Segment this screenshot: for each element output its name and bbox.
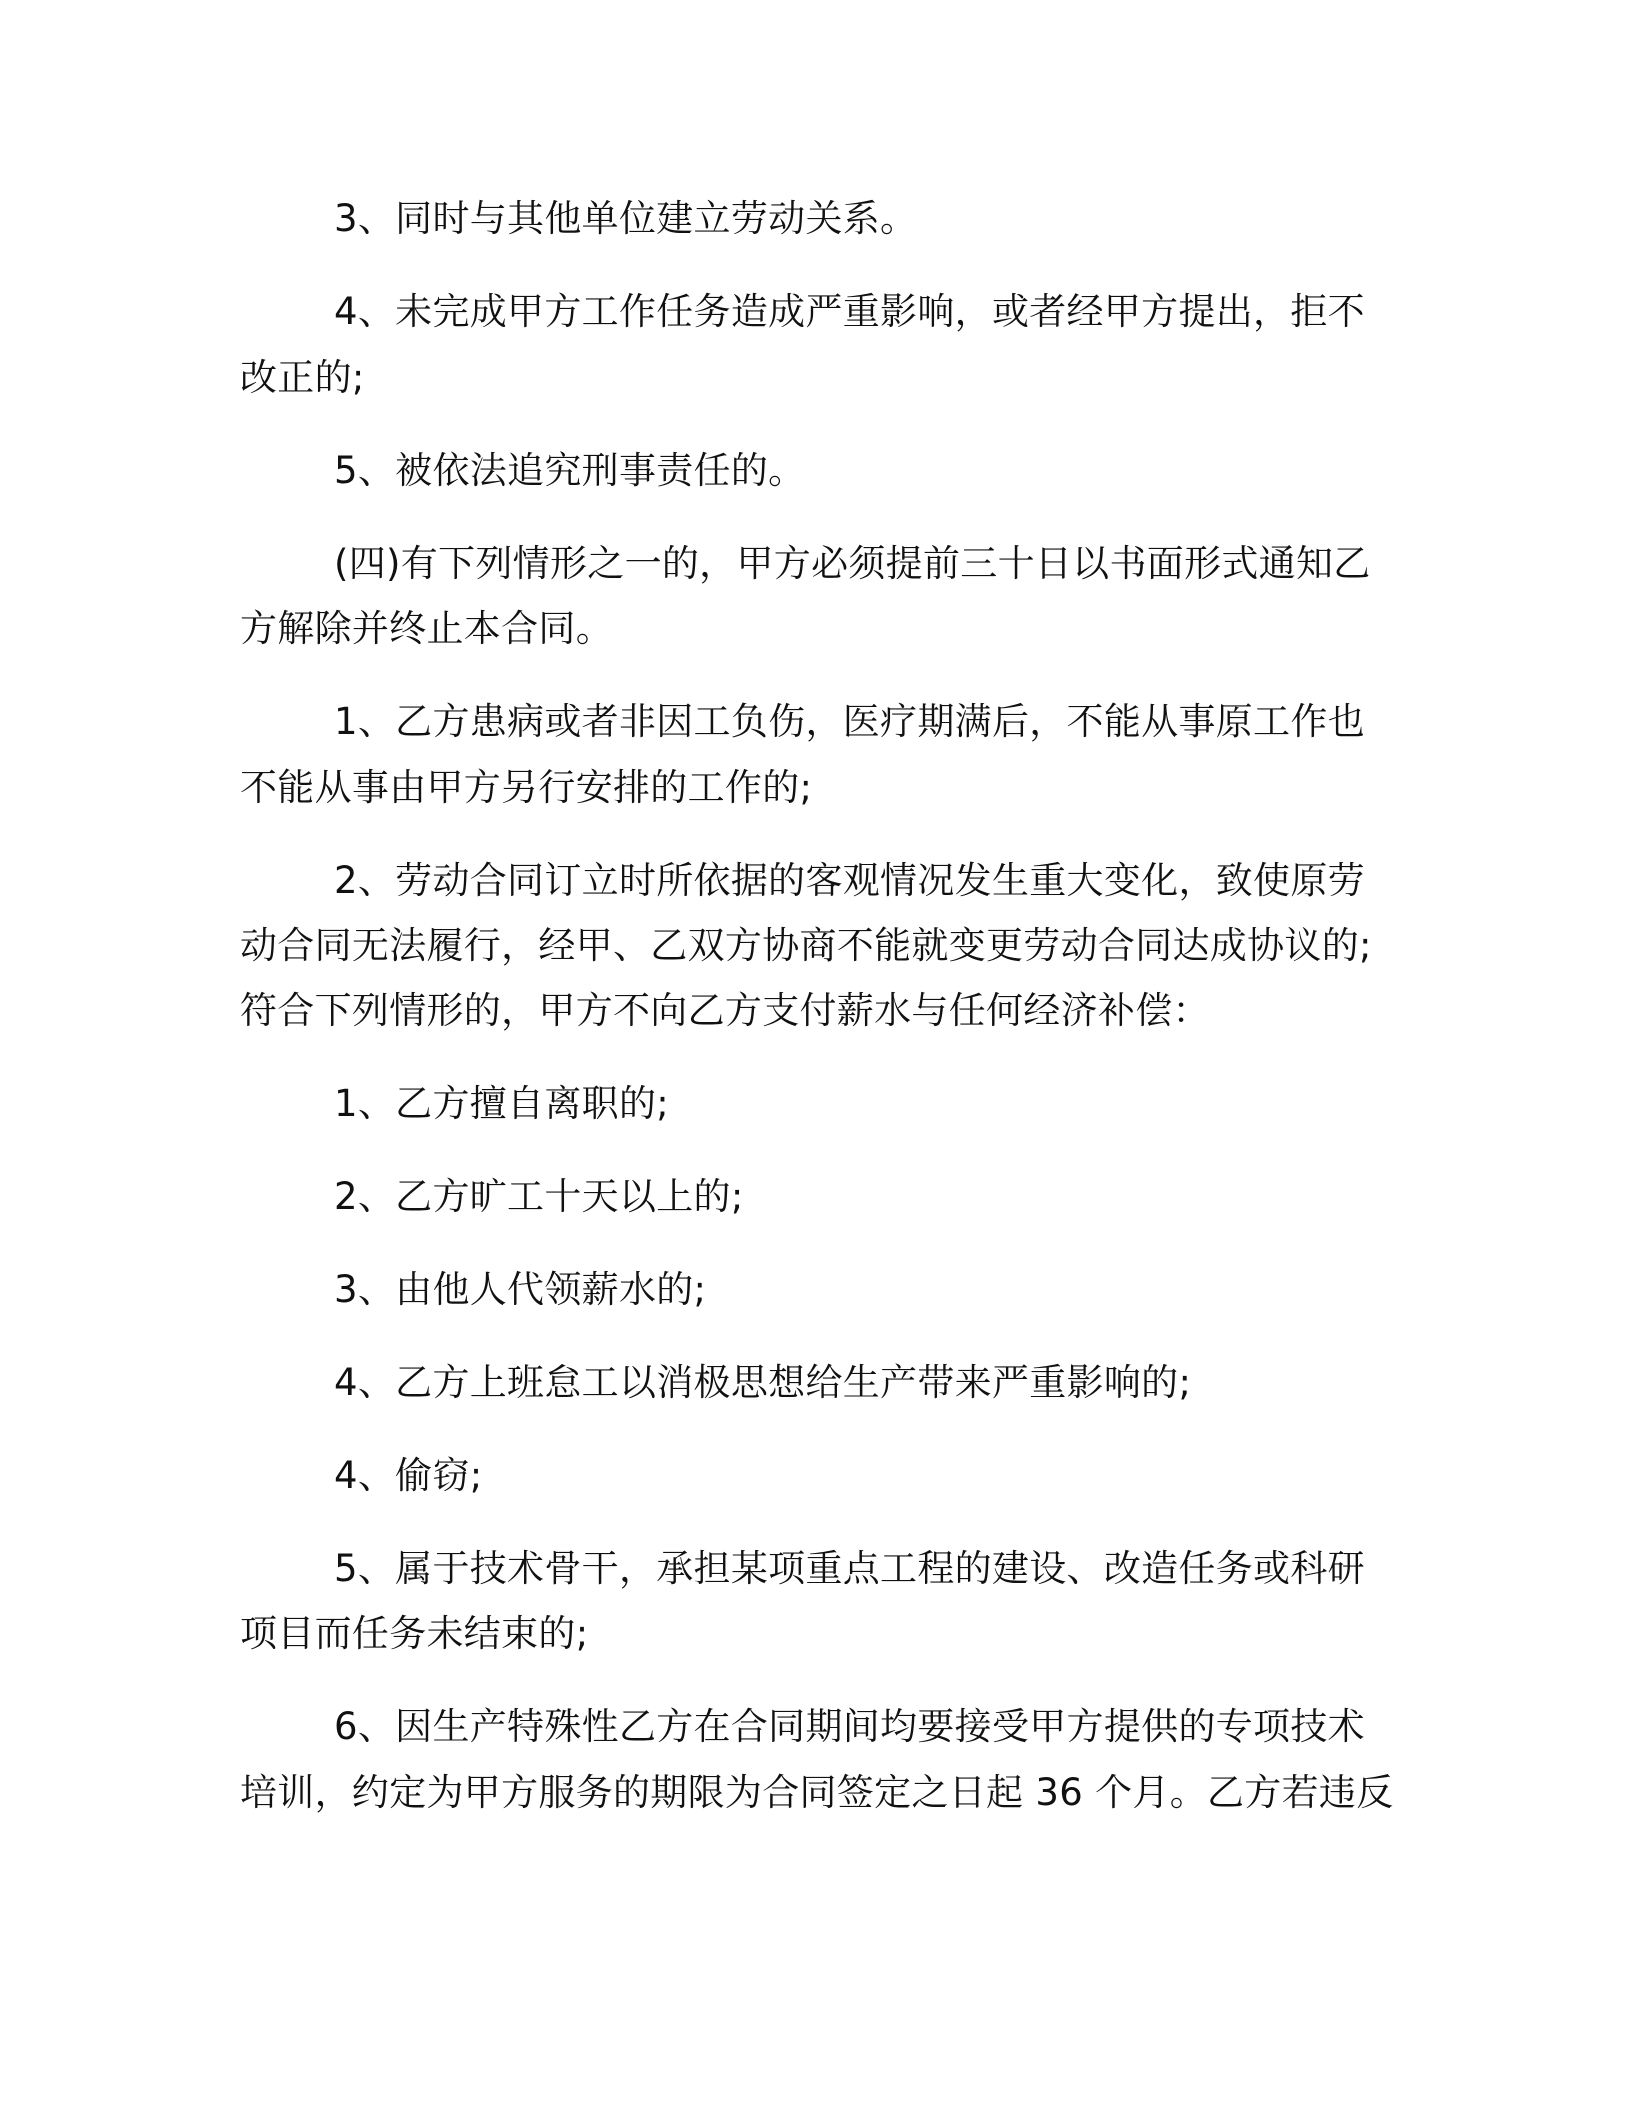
no-comp-item-4a: 4、乙方上班怠工以消极思想给生产带来严重影响的; [334, 1361, 1192, 1404]
no-comp-item-4b: 4、偷窃; [334, 1454, 483, 1497]
no-comp-item-6-line-2: 培训，约定为甲方服务的期限为合同签定之日起 36 个月。乙方若违反 [240, 1771, 1394, 1814]
no-compensation-heading: 符合下列情形的，甲方不向乙方支付薪水与任何经济补偿： [240, 989, 1210, 1032]
no-comp-item-2: 2、乙方旷工十天以上的; [334, 1175, 744, 1218]
no-comp-item-5-line-1: 5、属于技术骨干，承担某项重点工程的建设、改造任务或科研 [334, 1547, 1365, 1590]
clause-4-line-1: 4、未完成甲方工作任务造成严重影响，或者经甲方提出，拒不 [334, 290, 1365, 333]
clause-5-line: 5、被依法追究刑事责任的。 [334, 449, 806, 492]
section-4-item-1-line-2: 不能从事由甲方另行安排的工作的; [240, 766, 813, 809]
section-4-heading-line-1: (四)有下列情形之一的，甲方必须提前三十日以书面形式通知乙 [334, 542, 1371, 585]
clause-4-line-2: 改正的; [240, 356, 365, 399]
section-4-item-2-line-1: 2、劳动合同订立时所依据的客观情况发生重大变化，致使原劳 [334, 859, 1365, 902]
section-4-item-1-line-1: 1、乙方患病或者非因工负伤，医疗期满后，不能从事原工作也 [334, 700, 1365, 743]
clause-3-line: 3、同时与其他单位建立劳动关系。 [334, 197, 918, 240]
no-comp-item-5-line-2: 项目而任务未结束的; [240, 1612, 589, 1655]
section-4-item-2-line-2: 动合同无法履行，经甲、乙双方协商不能就变更劳动合同达成协议的; [240, 924, 1372, 967]
no-comp-item-6-line-1: 6、因生产特殊性乙方在合同期间均要接受甲方提供的专项技术 [334, 1705, 1365, 1748]
no-comp-item-1: 1、乙方擅自离职的; [334, 1082, 670, 1125]
section-4-heading-line-2: 方解除并终止本合同。 [240, 607, 613, 650]
no-comp-item-3: 3、由他人代领薪水的; [334, 1268, 707, 1311]
